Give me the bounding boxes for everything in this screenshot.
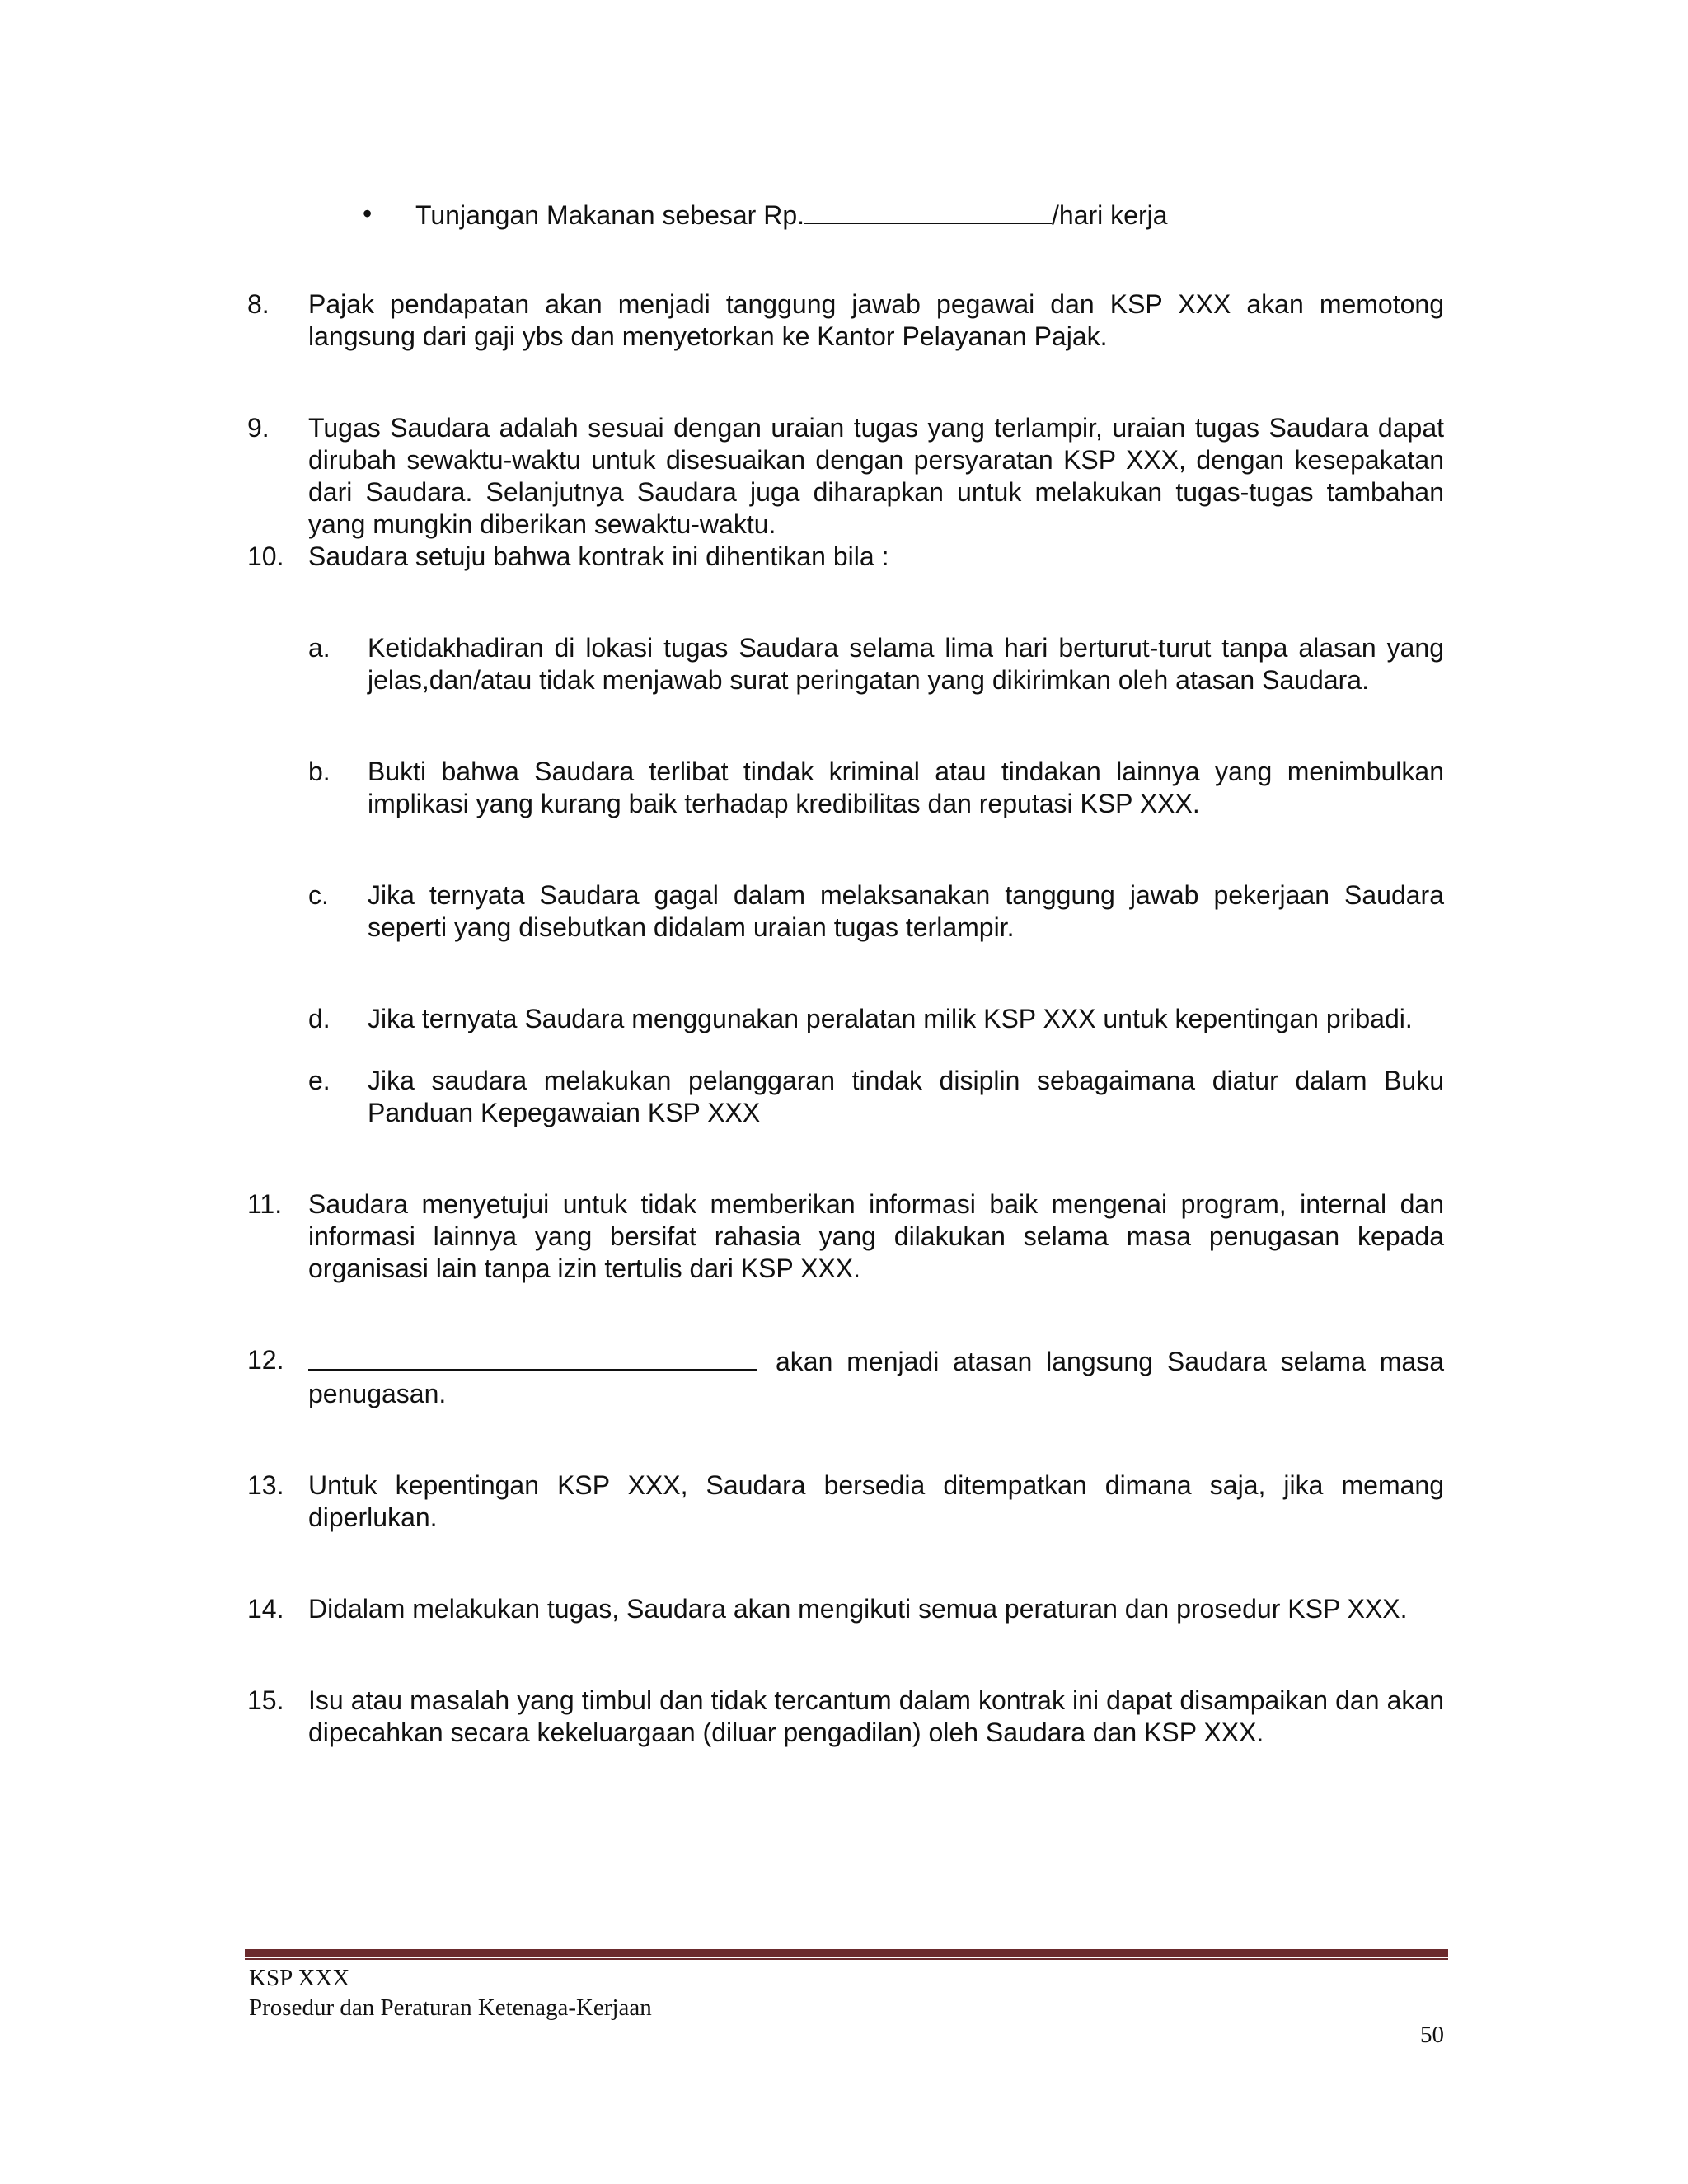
- list-item-10: [247, 541, 1444, 573]
- sub-item-e: [308, 1065, 1444, 1129]
- sub-item-text: Jika ternyata Saudara menggunakan peralatan milik KSP XXX untuk kepentingan pribadi.: [368, 1004, 1413, 1033]
- list-item-12: [247, 1344, 1444, 1410]
- bullet-symbol: •: [363, 199, 373, 228]
- bullet-text: Tunjangan Makanan sebesar Rp. /hari kerja: [415, 198, 1168, 232]
- item-number: 15.: [247, 1685, 284, 1715]
- sub-item-d: [308, 1003, 1444, 1035]
- footer-org: KSP XXX: [249, 1965, 350, 1991]
- sub-item-text: Ketidakhadiran di lokasi tugas Saudara selama lima hari berturut-turut tanpa alasan yang jelas,dan/atau tidak menjawab surat peringatan yang dikirimkan oleh atasan Saudara.: [368, 633, 1444, 695]
- item-number: 11.: [247, 1189, 283, 1219]
- item-text: Saudara menyetujui untuk tidak memberikan informasi baik mengenai program, internal dan informasi lainnya yang bersifat rahasia yang dilakukan selama masa penugasan kepada organisasi lain tanpa izin tertulis dari KSP XXX.: [308, 1189, 1444, 1283]
- item-text: Saudara setuju bahwa kontrak ini dihentikan bila :: [308, 541, 889, 571]
- item-number: 12.: [247, 1345, 284, 1375]
- list-item-14: [247, 1593, 1444, 1625]
- item-text: Didalam melakukan tugas, Saudara akan mengikuti semua peraturan dan prosedur KSP XXX.: [308, 1594, 1408, 1624]
- sub-item-text: Bukti bahwa Saudara terlibat tindak kriminal atau tindakan lainnya yang menimbulkan implikasi yang kurang baik terhadap kredibilitas dan reputasi KSP XXX.: [368, 757, 1444, 818]
- item-text: Pajak pendapatan akan menjadi tanggung jawab pegawai dan KSP XXX akan memotong langsung dari gaji ybs dan menyetorkan ke Kantor Pelayanan Pajak.: [308, 289, 1444, 351]
- sub-item-a: [308, 632, 1444, 696]
- footer-divider: [245, 1949, 1448, 1960]
- footer-doc-title: Prosedur dan Peraturan Ketenaga-Kerjaan: [249, 1994, 652, 2021]
- item-number: 9.: [247, 413, 270, 443]
- sub-item-text: Jika ternyata Saudara gagal dalam melaksanakan tanggung jawab pekerjaan Saudara seperti yang disebutkan didalam uraian tugas terlampir.: [368, 880, 1444, 942]
- item-text: Untuk kepentingan KSP XXX, Saudara bersedia ditempatkan dimana saja, jika memang diperlukan.: [308, 1470, 1444, 1532]
- document-body: [247, 198, 1444, 1749]
- bullet-meal-allowance: [363, 198, 1444, 232]
- footer: [249, 1963, 652, 2022]
- blank-line: [804, 198, 1052, 224]
- supervisor-blank-line: [308, 1344, 757, 1371]
- sub-item-b: [308, 756, 1444, 820]
- sub-item-label: e.: [308, 1066, 331, 1095]
- sub-item-label: d.: [308, 1004, 331, 1033]
- sub-item-label: c.: [308, 880, 329, 910]
- list-item-15: [247, 1685, 1444, 1749]
- sub-item-c: [308, 879, 1444, 944]
- item-number: 10.: [247, 541, 284, 571]
- item-number: 13.: [247, 1470, 284, 1500]
- item-number: 14.: [247, 1594, 284, 1624]
- list-item-8: [247, 288, 1444, 353]
- list-item-9: [247, 412, 1444, 541]
- sub-item-text: Jika saudara melakukan pelanggaran tindak disiplin sebagaimana diatur dalam Buku Panduan Kepegawaian KSP XXX: [368, 1066, 1444, 1127]
- list-item-11: [247, 1188, 1444, 1285]
- item-text: akan menjadi atasan langsung Saudara selama masa penugasan.: [308, 1344, 1444, 1410]
- sub-item-label: a.: [308, 633, 331, 663]
- item-text: Isu atau masalah yang timbul dan tidak tercantum dalam kontrak ini dapat disampaikan dan akan dipecahkan secara kekeluargaan (diluar pengadilan) oleh Saudara dan KSP XXX.: [308, 1685, 1444, 1747]
- item-text: Tugas Saudara adalah sesuai dengan uraian tugas yang terlampir, uraian tugas Saudara dapat dirubah sewaktu-waktu untuk disesuaikan dengan persyaratan KSP XXX, dengan kesepakatan dari Saudara. Selanjutnya Saudara juga diharapkan untuk melakukan tugas-tugas tambahan yang mungkin diberikan sewaktu-waktu.: [308, 413, 1444, 539]
- sub-item-label: b.: [308, 757, 331, 786]
- list-item-13: [247, 1469, 1444, 1534]
- item-number: 8.: [247, 289, 270, 319]
- page-number: 50: [1420, 2022, 1444, 2048]
